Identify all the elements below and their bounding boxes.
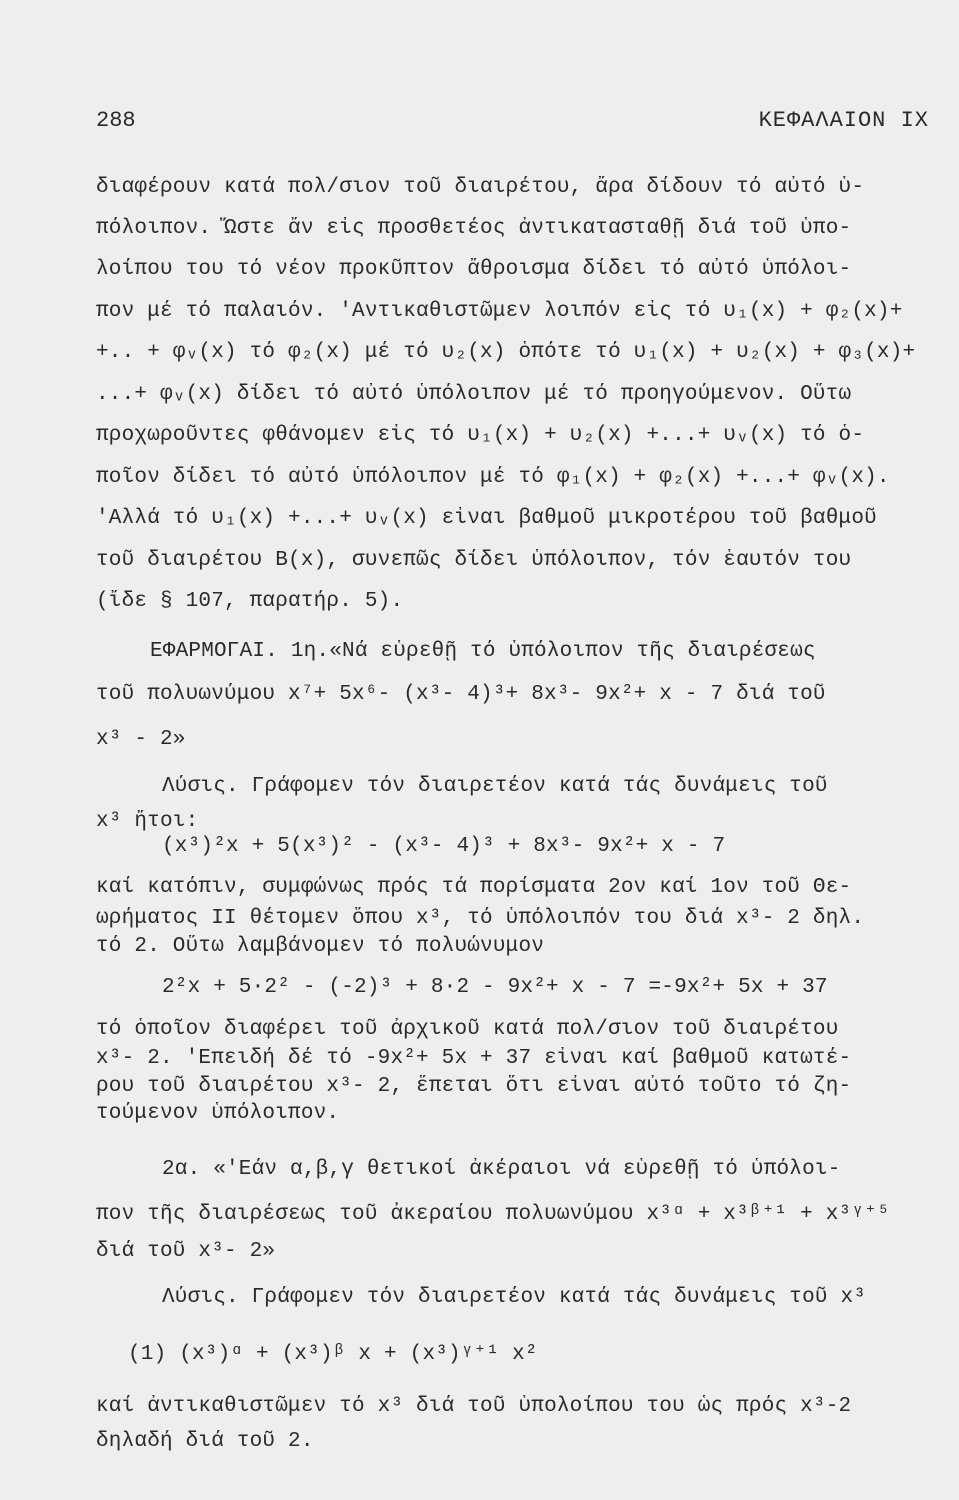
text-line: διά τοῦ x³- 2» xyxy=(96,1240,276,1263)
text-line: ρου τοῦ διαιρέτου x³- 2, ἕπεται ὅτι εἶναι αὐτό τοῦτο τό ζη- xyxy=(96,1075,852,1098)
chapter-title: ΚΕΦΑΛΑΙΟΝ IX xyxy=(758,108,929,133)
applications-heading: ΕΦΑΡΜΟΓΑΙ. 1η.«Νά εὑρεθῇ τό ὑπόλοιπον τῆς διαιρέσεως xyxy=(150,640,816,663)
text-line: x³ - 2» xyxy=(96,728,186,751)
formula-line: (x³)²x + 5(x³)² - (x³- 4)³ + 8x³- 9x²+ x - 7 xyxy=(162,835,726,858)
text-line: x³- 2. 'Επειδή δέ τό -9x²+ 5x + 37 εἶναι καί βαθμοῦ κατωτέ- xyxy=(96,1047,852,1070)
solution-heading: Λύσις. Γράφομεν τόν διαιρετέον κατά τάς δυνάμεις τοῦ xyxy=(162,775,828,798)
text-line: δηλαδή διά τοῦ 2. xyxy=(96,1430,314,1453)
text-line: ποῖον δίδει τό αὐτό ὑπόλοιπον μέ τό φ₁(x) + φ₂(x) +...+ φᵥ(x). xyxy=(96,466,890,489)
text-line: τό 2. Οὕτω λαμβάνομεν τό πολυώνυμον xyxy=(96,935,545,958)
page-header xyxy=(96,108,929,142)
page-number: 288 xyxy=(96,108,136,133)
formula-line: (1) (x³)ᵅ + (x³)ᵝ x + (x³)ᵞ⁺¹ x² xyxy=(128,1343,538,1366)
text-line: τούμενον ὑπόλοιπον. xyxy=(96,1102,340,1125)
text-line: πόλοιπον. Ὥστε ἄν εἰς προσθετέος ἀντικατασταθῇ διά τοῦ ὑπο- xyxy=(96,217,852,240)
text-line: τό ὁποῖον διαφέρει τοῦ ἀρχικοῦ κατά πολ/σιον τοῦ διαιρέτου xyxy=(96,1018,839,1041)
text-line: πον τῆς διαιρέσεως τοῦ ἀκεραίου πολυωνύμου x³ᵅ + x³ᵝ⁺¹ + x³ᵞ⁺⁵ xyxy=(96,1203,890,1226)
text-line: καί κατόπιν, συμφώνως πρός τά πορίσματα 2ον καί 1ον τοῦ Θε- xyxy=(96,876,852,899)
formula-line: 2²x + 5·2² - (-2)³ + 8·2 - 9x²+ x - 7 =-9x²+ 5x + 37 xyxy=(162,976,828,999)
text-line: ωρήματος II θέτομεν ὅπου x³, τό ὑπόλοιπόν του διά x³- 2 δηλ. xyxy=(96,907,865,930)
text-line: τοῦ πολυωνύμου x⁷+ 5x⁶- (x³- 4)³+ 8x³- 9x²+ x - 7 διά τοῦ xyxy=(96,683,826,706)
text-line: 'Αλλά τό υ₁(x) +...+ υᵥ(x) εἶναι βαθμοῦ μικροτέρου τοῦ βαθμοῦ xyxy=(96,507,877,530)
text-line: διαφέρουν κατά πολ/σιον τοῦ διαιρέτου, ἄρα δίδουν τό αὐτό ὑ- xyxy=(96,176,865,199)
text-line: τοῦ διαιρέτου B(x), συνεπῶς δίδει ὑπόλοιπον, τόν ἑαυτόν του xyxy=(96,549,852,572)
solution-heading: Λύσις. Γράφομεν τόν διαιρετέον κατά τάς δυνάμεις τοῦ x³ xyxy=(162,1286,867,1309)
text-line: (ἴδε § 107, παρατήρ. 5). xyxy=(96,590,404,613)
text-line: x³ ἤτοι: xyxy=(96,810,199,833)
text-line: +.. + φᵥ(x) τό φ₂(x) μέ τό υ₂(x) ὁπότε τό υ₁(x) + υ₂(x) + φ₃(x)+ xyxy=(96,341,916,364)
example-heading: 2α. «'Εάν α,β,γ θετικοί ἀκέραιοι νά εὑρεθῇ τό ὑπόλοι- xyxy=(162,1158,841,1181)
text-line: ...+ φᵥ(x) δίδει τό αὐτό ὑπόλοιπον μέ τό προηγούμενον. Οὕτω xyxy=(96,383,852,406)
text-line: λοίπου του τό νέον προκῦπτον ἄθροισμα δίδει τό αὐτό ὑπόλοι- xyxy=(96,258,852,281)
text-line: καί ἀντικαθιστῶμεν τό x³ διά τοῦ ὑπολοίπου του ὡς πρός x³-2 xyxy=(96,1395,852,1418)
text-line: πον μέ τό παλαιόν. 'Αντικαθιστῶμεν λοιπόν εἰς τό υ₁(x) + φ₂(x)+ xyxy=(96,300,903,323)
text-line: προχωροῦντες φθάνομεν εἰς τό υ₁(x) + υ₂(x) +...+ υᵥ(x) τό ὁ- xyxy=(96,424,865,447)
